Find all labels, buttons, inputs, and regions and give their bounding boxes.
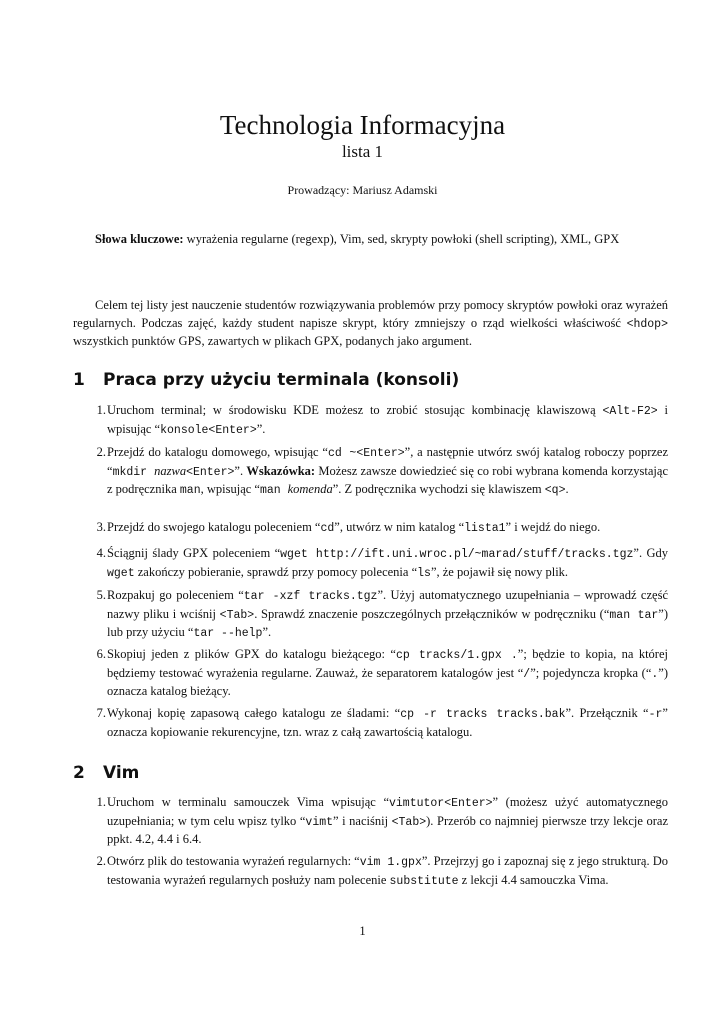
text-run: ”) lub przy użyciu “ — [107, 606, 668, 639]
section-1-number: 1 — [73, 370, 85, 390]
code-run: . — [651, 667, 659, 681]
text-run: Ściągnij ślady GPX poleceniem “ — [107, 546, 281, 560]
code-run: cd — [320, 522, 335, 535]
list-item — [88, 705, 668, 741]
list-item — [88, 646, 668, 701]
code-run: lista1 — [464, 522, 506, 535]
text-run: ”, że pojawił się nowy plik. — [430, 564, 569, 579]
list-item — [88, 444, 668, 500]
code-run: man — [179, 484, 201, 497]
code-run: tar -xzf tracks.tgz — [243, 590, 378, 603]
text-run: ”; będzie to kopia, na której będziemy testować wyrażenia regularne. Zauważ, że separatorem katalogów jest “ — [107, 647, 668, 680]
code-run: ls — [417, 566, 431, 580]
text-run: ”) oznacza katalog bieżący. — [107, 665, 669, 698]
italic-run: nazwa — [154, 463, 187, 478]
text-run: ”. Użyj automatycznego uzupełniania – wprowadź część nazwy pliku i wciśnij — [107, 588, 668, 621]
text-run: Uruchom terminal; w środowisku KDE możesz to zrobić stosując kombinację klawiszową — [107, 403, 603, 417]
text-run: ” i naciśnij — [333, 813, 392, 828]
text-run: Uruchom w terminalu samouczek Vima wpisując “ — [107, 795, 389, 809]
code-run: -r — [648, 708, 663, 721]
code-run: <Enter> — [186, 465, 235, 479]
code-run: substitute — [389, 874, 459, 888]
list-item-number: 1. — [96, 403, 106, 417]
text-run: ”, utwórz w nim katalog “ — [334, 520, 465, 534]
list-item-number: 7. — [96, 706, 106, 720]
list-item-text — [107, 587, 668, 643]
code-run: vimt — [305, 815, 334, 829]
code-run: vimtutor<Enter> — [389, 797, 493, 810]
text-run: ”. Gdy — [633, 546, 668, 560]
section-2-heading — [73, 762, 668, 784]
text-run: ). Przerób co najmniej pierwsze trzy lekcje oraz ppkt. 4.2, 4.4 i 6.4. — [107, 813, 668, 846]
code-run: man tar — [609, 608, 659, 622]
code-run: wget http://ift.uni.wroc.pl/~marad/stuff/tracks.tgz — [280, 548, 634, 561]
intro-text-1: Celem tej listy jest nauczenie studentów rozwiązywania problemów przy pomocy skryptów powłoki oraz wyrażeń regularnych. Podczas zajęć, każdy student napisze skrypt, który zmniejszy o rząd wielkości właściwość — [73, 298, 668, 330]
section-2-title: Vim — [103, 763, 140, 783]
list-item-text — [107, 705, 668, 741]
code-run: <q> — [544, 484, 566, 497]
list-item — [88, 545, 668, 582]
code-run: man — [259, 484, 288, 497]
text-run: ” oznacza kopiowanie rekurencyjne, tzn. wraz z całą zawartością katalogu. — [107, 706, 668, 739]
code-run: konsole<Enter> — [160, 423, 257, 437]
list-item-number: 2. — [96, 854, 106, 868]
code-run: cp tracks/1.gpx . — [395, 649, 518, 662]
text-run: ”. — [262, 625, 272, 639]
section-1-title: Praca przy użyciu terminala (konsoli) — [103, 370, 460, 390]
list-item — [88, 794, 668, 849]
list-item-text — [107, 545, 668, 582]
list-item-number: 5. — [96, 588, 106, 602]
text-run: ”. Przejrzyj go i zapoznaj się z jego strukturą. Do testowania wyrażeń regularnych posłuży nam polecenie — [107, 854, 669, 887]
section-2-number: 2 — [73, 763, 85, 783]
list-item-number: 3. — [96, 520, 106, 534]
list-item-number: 4. — [96, 546, 106, 560]
text-run: Przejdź do katalogu domowego, wpisując “ — [107, 445, 328, 459]
list-item-text — [107, 519, 668, 538]
text-run: ” (możesz użyć automatycznego uzupełniania; w tym celu wpisz tylko “ — [107, 795, 668, 828]
list-item-text — [107, 444, 668, 500]
list-item — [88, 519, 668, 538]
text-run: Wykonaj kopię zapasową całego katalogu ze śladami: “ — [107, 706, 401, 720]
intro-code: <hdop> — [626, 317, 668, 331]
code-run: <Tab> — [219, 608, 255, 622]
code-run: cd ~<Enter> — [327, 447, 405, 460]
list-item-number: 6. — [96, 647, 106, 661]
document-title: Technologia Informacyjna — [219, 110, 506, 140]
list-item — [88, 853, 668, 890]
list-item-number: 1. — [96, 795, 106, 809]
text-run: Rozpakuj go poleceniem “ — [107, 588, 244, 602]
list-item — [88, 587, 668, 643]
text-run: Przejdź do swojego katalogu poleceniem “ — [107, 520, 321, 534]
text-run: i wpisując “ — [107, 403, 668, 436]
code-run: vim 1.gpx — [359, 856, 422, 869]
code-run: mkdir — [112, 465, 155, 479]
text-run: Skopiuj jeden z plików GPX do katalogu bieżącego: “ — [107, 647, 396, 661]
keywords-text: wyrażenia regularne (regexp), Vim, sed, skrypty powłoki (shell scripting), XML, GPX — [183, 232, 620, 246]
intro-text-2: wszystkich punktów GPS, zawartych w plikach GPX, podanych jako argument. — [73, 334, 473, 348]
text-run: ” i wejdź do niego. — [505, 520, 601, 534]
text-run: ”. — [234, 463, 247, 478]
list-item-text — [107, 402, 668, 439]
code-run: cp -r tracks tracks.bak — [400, 708, 566, 721]
list-item-text — [107, 853, 668, 890]
text-run: z lekcji 4.4 samouczka Vima. — [458, 872, 609, 887]
instructor-line: Prowadzący: Mariusz Adamski — [287, 183, 438, 197]
text-run: zakończy pobieranie, sprawdź przy pomocy polecenia “ — [134, 564, 418, 579]
text-run: . — [565, 482, 569, 496]
italic-run: komenda — [287, 482, 333, 496]
list-item-text — [107, 646, 668, 701]
text-run: . Sprawdź znaczenie poszczególnych przełączników w podręczniku (“ — [254, 606, 610, 621]
text-run: ”. Z podręcznika wychodzi się klawiszem — [332, 482, 545, 496]
text-run: ”. — [256, 421, 266, 436]
code-run: <Alt-F2> — [602, 405, 658, 418]
list-item-text — [107, 794, 668, 849]
list-item-number: 2. — [96, 445, 106, 459]
code-run: tar --help — [193, 627, 263, 640]
text-run: ”. Przełącznik “ — [565, 706, 649, 720]
document-subtitle: lista 1 — [341, 142, 384, 161]
section-1-heading — [73, 369, 668, 391]
text-run: Możesz zawsze dowiedzieć się co robi wybrana komenda korzystając z podręcznika — [107, 463, 668, 496]
text-run: ”; pojedyncza kropka (“ — [530, 665, 652, 680]
list-item — [88, 402, 668, 439]
intro-paragraph — [73, 297, 668, 351]
page-number: 1 — [359, 924, 366, 938]
keywords-label: Słowa kluczowe: — [95, 232, 184, 246]
code-run: <Tab> — [391, 815, 427, 829]
text-run: , wpisując “ — [200, 482, 260, 496]
text-run: Otwórz plik do testowania wyrażeń regularnych: “ — [107, 854, 360, 868]
code-run: / — [523, 667, 531, 681]
hint-label: Wskazówka: — [246, 463, 316, 478]
keywords-paragraph — [73, 231, 668, 249]
text-run: ”, a następnie utwórz swój katalog roboczy poprzez “ — [107, 445, 669, 478]
code-run: wget — [107, 566, 135, 580]
